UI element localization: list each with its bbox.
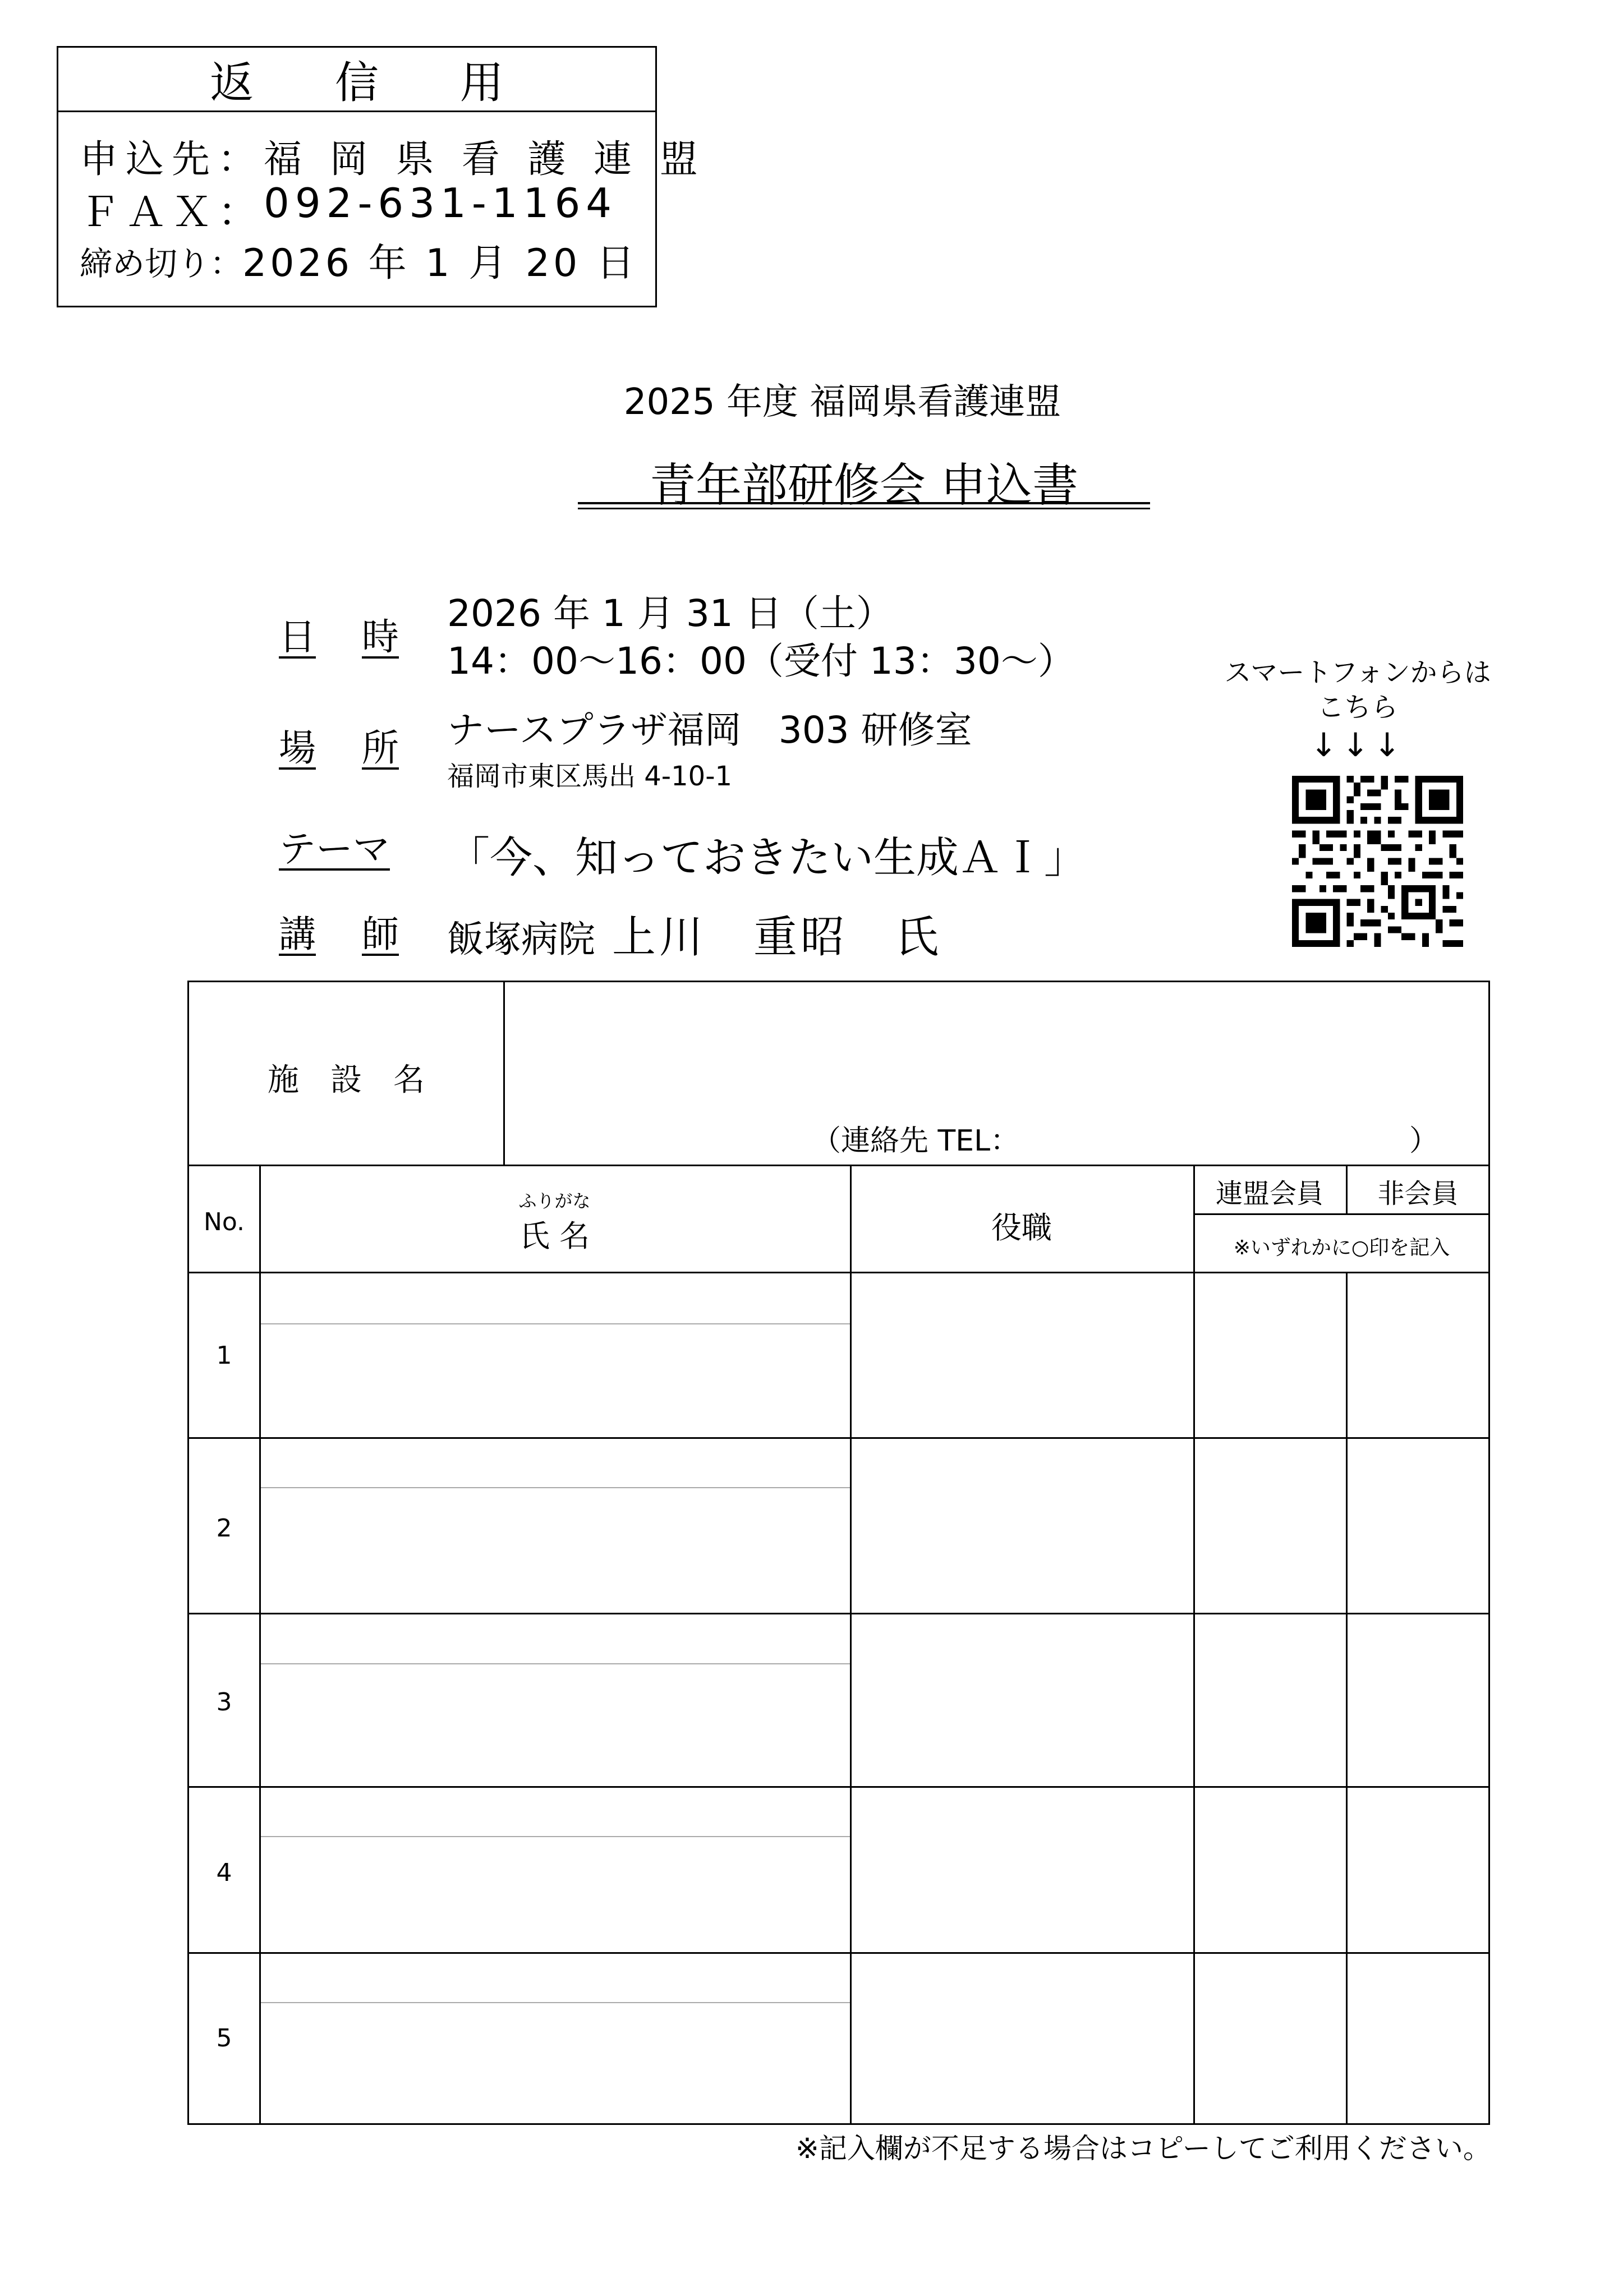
contact-tel-label: （連絡先 TEL： <box>812 1124 1020 1158</box>
fax-number: 092-631-1164 <box>264 180 618 227</box>
name-input[interactable] <box>261 1954 850 2125</box>
application-form-table <box>187 981 1490 2125</box>
nonmember-header: 非会員 <box>1377 1178 1459 1209</box>
qr-code[interactable] <box>1292 776 1463 947</box>
venue-address: 福岡市東区馬出 4-10-1 <box>447 761 733 792</box>
theme-label: テーマ <box>279 827 390 871</box>
deadline-label: 締め切り： <box>80 245 243 283</box>
row-number: 1 <box>216 1341 232 1370</box>
destination-value: 福 岡 県 看 護 連 盟 <box>264 137 706 182</box>
qr-arrows: ↓↓↓ <box>1310 726 1405 764</box>
facility-input[interactable] <box>503 982 1491 1165</box>
contact-tel-close: ） <box>1409 1124 1439 1158</box>
col-no-header: No. <box>203 1208 245 1236</box>
title-underline <box>578 508 1150 509</box>
divider <box>1193 1165 1195 2125</box>
divider <box>189 1165 1490 1166</box>
row-number: 2 <box>216 1514 232 1543</box>
name-input[interactable] <box>261 1439 850 1613</box>
reply-destination <box>80 129 706 183</box>
divider <box>1193 1213 1490 1215</box>
event-date: 2026 年 1 月 31 日（土） <box>447 592 893 635</box>
datetime-label: 日 時 <box>279 615 399 659</box>
deadline-date: 2026 年 1 月 20 日 <box>242 241 638 286</box>
row-number: 5 <box>216 2024 232 2053</box>
row-number: 4 <box>216 1858 232 1887</box>
document-title: 青年部研修会 申込書 <box>649 459 1079 512</box>
name-input[interactable] <box>261 1273 850 1437</box>
qr-caption: スマートフォンからは こちら <box>1224 657 1491 723</box>
destination-label: 申込先： <box>80 137 264 182</box>
furigana-header: ふりがな <box>518 1190 591 1212</box>
position-header: 役職 <box>991 1210 1052 1245</box>
venue-name: ナースプラザ福岡 303 研修室 <box>447 708 972 752</box>
reply-title: 返 信 用 <box>57 46 657 112</box>
theme-value: 「今、知っておきたい生成ＡＩ」 <box>447 832 1087 882</box>
divider <box>1346 1272 1348 2125</box>
member-header: 連盟会員 <box>1215 1178 1323 1209</box>
row-number: 3 <box>216 1688 232 1717</box>
lecturer-name: 上川 重昭 氏 <box>612 912 942 963</box>
reply-fax <box>80 180 617 238</box>
lecturer-label: 講 師 <box>279 913 399 956</box>
reply-deadline <box>80 233 638 287</box>
name-header: 氏 名 <box>519 1218 590 1254</box>
lecturer <box>447 902 942 965</box>
lecturer-affiliation: 飯塚病院 <box>447 918 595 961</box>
facility-label: 施 設 名 <box>268 1062 425 1098</box>
divider <box>850 1165 852 2125</box>
footer-note: ※記入欄が不足する場合はコピーしてご利用ください。 <box>796 2132 1491 2165</box>
name-input[interactable] <box>261 1788 850 1952</box>
fax-label: ＦＡＸ： <box>80 188 264 236</box>
document-subtitle: 2025 年度 福岡県看護連盟 <box>623 381 1061 423</box>
name-input[interactable] <box>261 1614 850 1786</box>
event-time: 14：00～16：00（受付 13：30～） <box>447 639 1075 683</box>
venue-label: 場 所 <box>279 726 399 770</box>
member-note: ※いずれかに○印を記入 <box>1233 1236 1450 1259</box>
title-underline <box>578 502 1150 504</box>
reply-info-box <box>57 112 706 307</box>
